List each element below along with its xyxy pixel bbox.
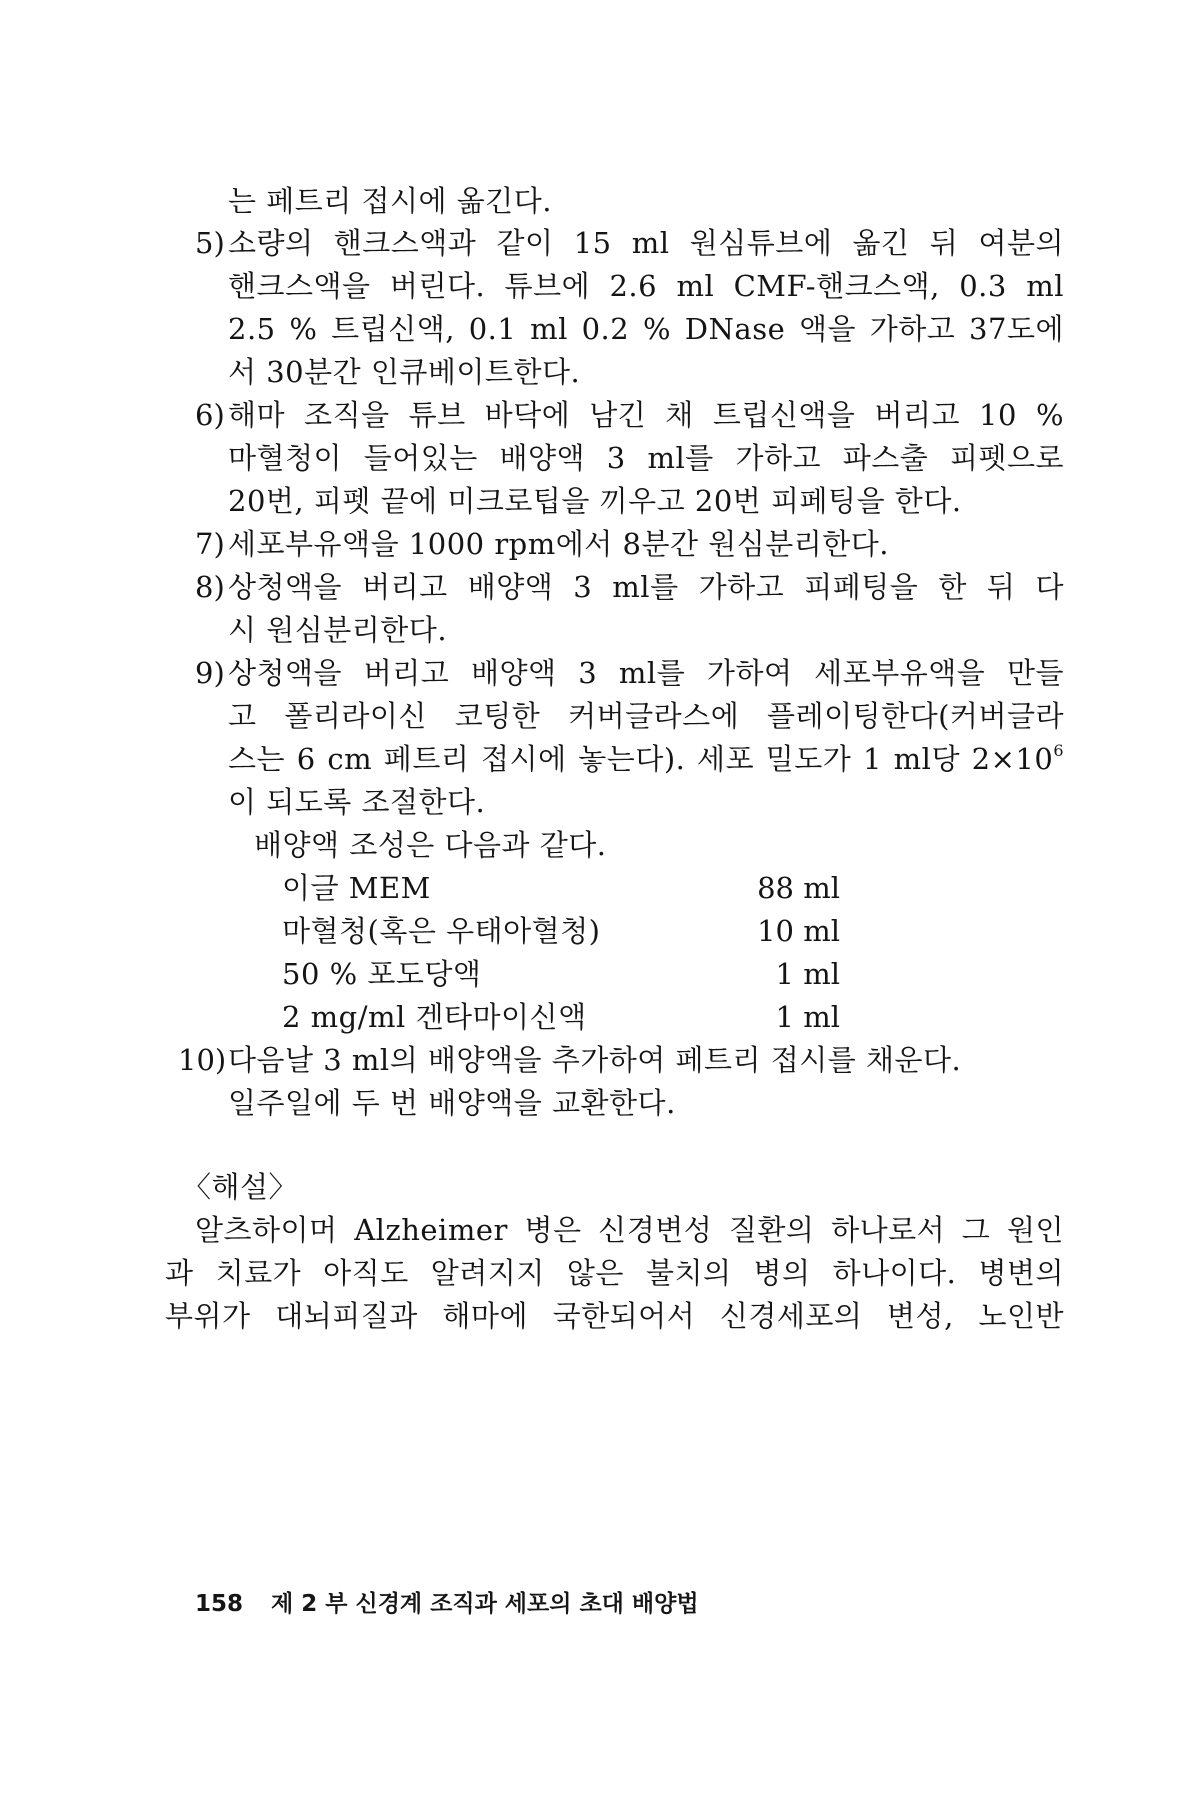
- running-title: 제 2 부 신경계 조직과 세포의 초대 배양법: [271, 1591, 699, 1617]
- step-6-line-2: 마혈청이 들어있는 배양액 3 ml를 가하고 파스출 피펫으로: [228, 441, 1064, 475]
- step-8-number: 8): [195, 570, 225, 604]
- step-6-line-1: 해마 조직을 튜브 바닥에 남긴 채 트립신액을 버리고 10 %: [228, 398, 1064, 432]
- step-10-line-2: 일주일에 두 번 배양액을 교환한다.: [228, 1086, 676, 1120]
- step-5-line-3: 2.5 % 트립신액, 0.1 ml 0.2 % DNase 액을 가하고 37도에: [228, 312, 1064, 346]
- commentary-heading: 〈해설〉: [182, 1170, 299, 1204]
- step-9-line-3: [228, 739, 1064, 779]
- medium-item-amount: 1 ml: [775, 957, 840, 991]
- step-5-line-1: 소량의 핸크스액과 같이 15 ml 원심튜브에 옮긴 뒤 여분의: [228, 226, 1064, 260]
- step-6-line-3: 20번, 피펫 끝에 미크로팁을 끼우고 20번 피페팅을 한다.: [228, 484, 962, 518]
- step-5-line-2: 핸크스액을 버린다. 튜브에 2.6 ml CMF-핸크스액, 0.3 ml: [228, 269, 1064, 303]
- medium-item-name: 이글 MEM: [282, 871, 431, 905]
- step-9-number: 9): [195, 656, 225, 690]
- step-8-line-2: 시 원심분리한다.: [228, 613, 448, 647]
- step-10-number: 10): [178, 1043, 227, 1077]
- medium-item-amount: 1 ml: [775, 1000, 840, 1034]
- page-number: 158: [195, 1591, 244, 1617]
- step-9-line-3-text: 스는 6 cm 페트리 접시에 놓는다). 세포 밀도가 1 ml당 2×10: [228, 742, 1054, 776]
- step-10-line-1: 다음날 3 ml의 배양액을 추가하여 페트리 접시를 채운다.: [228, 1043, 962, 1077]
- step-6-number: 6): [195, 398, 225, 432]
- continuation-line: 는 페트리 접시에 옮긴다.: [228, 184, 553, 218]
- step-5-line-4: 서 30분간 인큐베이트한다.: [228, 355, 581, 389]
- medium-item-name: 50 % 포도당액: [282, 957, 482, 991]
- page-footer: [195, 1588, 699, 1620]
- commentary-line-3: 부위가 대뇌피질과 해마에 국한되어서 신경세포의 변성, 노인반: [165, 1299, 1064, 1333]
- medium-item-amount: 10 ml: [757, 914, 840, 948]
- step-7-line-1: 세포부유액을 1000 rpm에서 8분간 원심분리한다.: [228, 527, 889, 561]
- step-5-number: 5): [195, 226, 225, 260]
- step-9-line-4: 이 되도록 조절한다.: [228, 785, 486, 819]
- medium-item-amount: 88 ml: [757, 871, 840, 905]
- exponent: 6: [1053, 741, 1064, 760]
- step-8-line-1: 상청액을 버리고 배양액 3 ml를 가하고 피페팅을 한 뒤 다: [228, 570, 1064, 604]
- step-7-number: 7): [195, 527, 225, 561]
- step-9-line-1: 상청액을 버리고 배양액 3 ml를 가하여 세포부유액을 만들: [228, 656, 1064, 690]
- commentary-line-1: 알츠하이머 Alzheimer 병은 신경변성 질환의 하나로서 그 원인: [195, 1213, 1064, 1247]
- step-9-line-2: 고 폴리라이신 코팅한 커버글라스에 플레이팅한다(커버글라: [228, 699, 1064, 733]
- medium-item-name: 마혈청(혹은 우태아혈청): [282, 914, 601, 948]
- medium-intro: 배양액 조성은 다음과 같다.: [254, 828, 607, 862]
- medium-item-name: 2 mg/ml 겐타마이신액: [282, 1000, 587, 1034]
- commentary-line-2: 과 치료가 아직도 알려지지 않은 불치의 병의 하나이다. 병변의: [165, 1256, 1064, 1290]
